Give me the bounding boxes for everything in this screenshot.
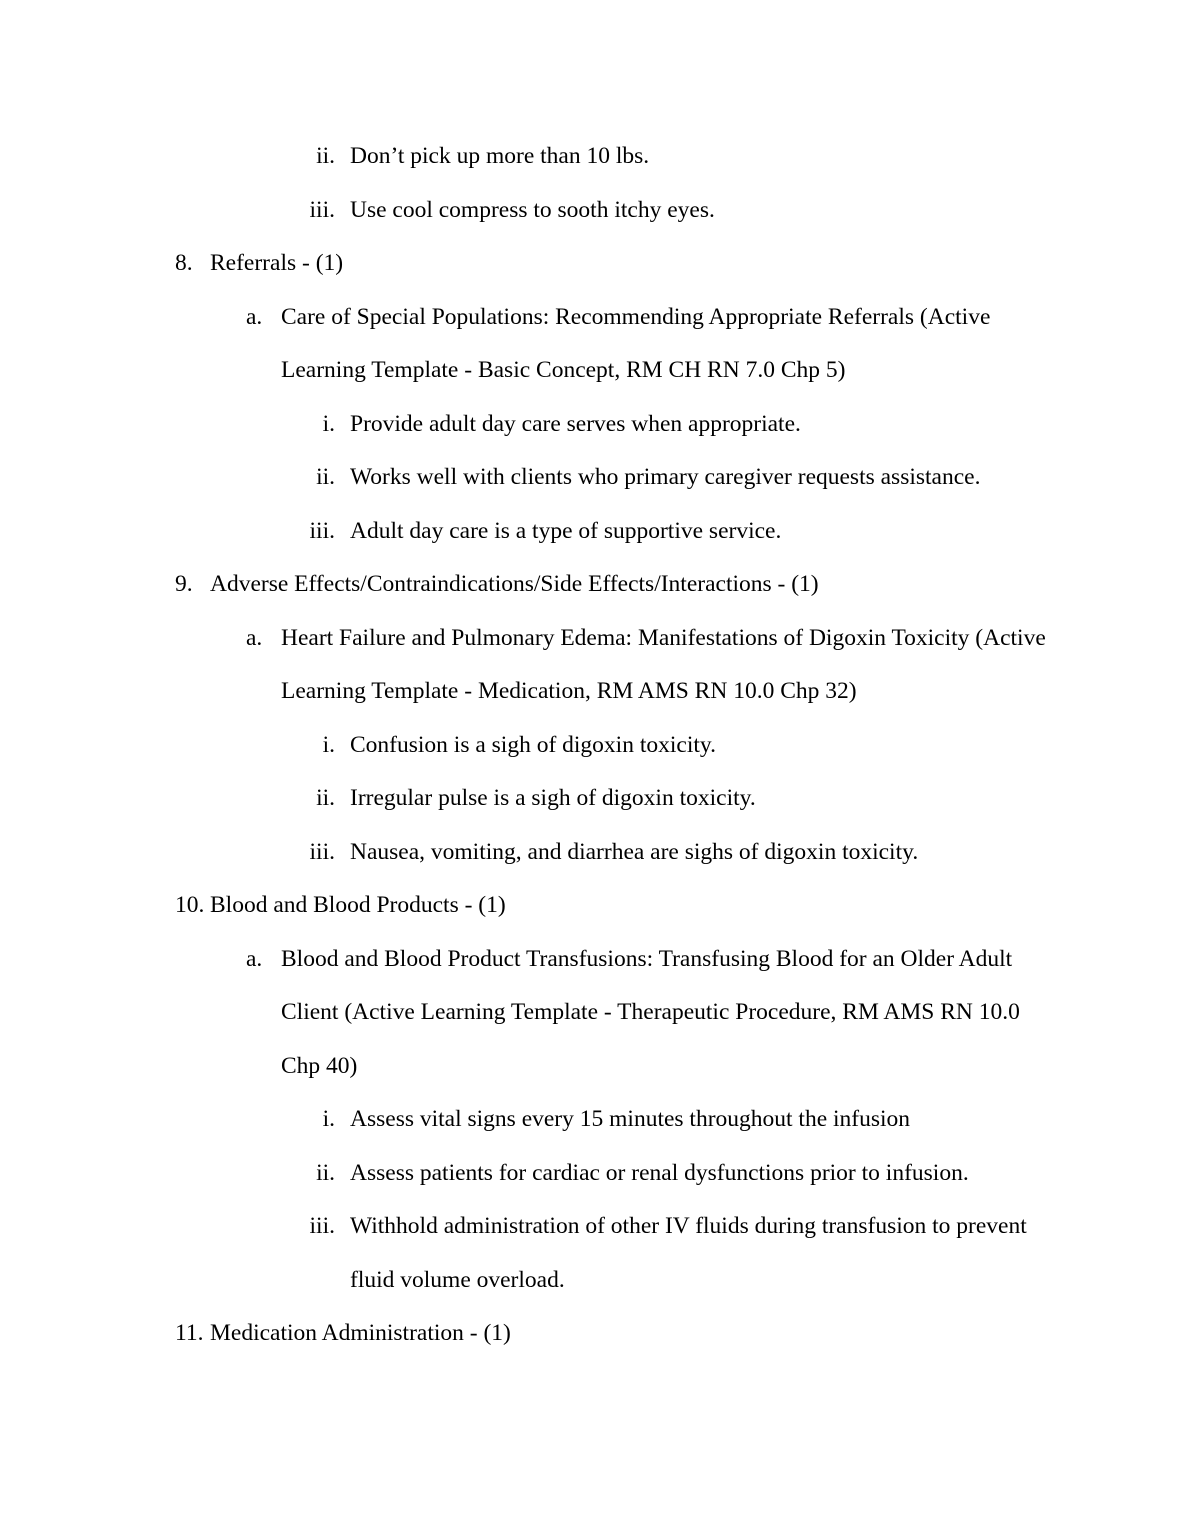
- list-item: [0, 184, 1190, 238]
- list-marker: iii.: [309, 838, 335, 865]
- list-marker: iii.: [309, 517, 335, 544]
- list-marker: i.: [322, 731, 335, 758]
- list-text: Adverse Effects/Contraindications/Side Effects/Interactions - (1): [210, 571, 819, 597]
- list-item-continuation: [0, 1254, 1190, 1308]
- list-item: [0, 505, 1190, 559]
- list-item-continuation: [0, 1040, 1190, 1094]
- list-text: Learning Template - Medication, RM AMS RN 10.0 Chp 32): [281, 678, 857, 704]
- list-text: Blood and Blood Products - (1): [210, 892, 506, 918]
- list-item: [0, 1307, 1190, 1361]
- list-text: Medication Administration - (1): [210, 1320, 511, 1346]
- list-marker: iii.: [309, 1213, 335, 1239]
- list-text: Irregular pulse is a sigh of digoxin toxicity.: [350, 785, 756, 811]
- list-marker: a.: [246, 945, 263, 972]
- list-text: Confusion is a sigh of digoxin toxicity.: [350, 731, 716, 758]
- list-text: Nausea, vomiting, and diarrhea are sighs of digoxin toxicity.: [350, 838, 919, 865]
- list-item: [0, 398, 1190, 452]
- list-text: Blood and Blood Product Transfusions: Transfusing Blood for an Older Adult: [281, 945, 1013, 972]
- list-marker: 8.: [175, 250, 193, 276]
- list-marker: a.: [246, 303, 263, 330]
- list-item: [0, 933, 1190, 987]
- list-text: Works well with clients who primary caregiver requests assistance.: [350, 464, 981, 490]
- list-item: [0, 237, 1190, 291]
- list-text: Provide adult day care serves when appropriate.: [350, 410, 801, 437]
- list-marker: ii.: [316, 785, 335, 811]
- list-text: Withhold administration of other IV fluids during transfusion to prevent: [350, 1213, 1027, 1239]
- list-text: Use cool compress to sooth itchy eyes.: [350, 196, 715, 223]
- list-text: Referrals - (1): [210, 250, 344, 276]
- list-text: Learning Template - Basic Concept, RM CH RN 7.0 Chp 5): [281, 357, 846, 383]
- list-marker: ii.: [316, 1159, 335, 1186]
- list-text: Care of Special Populations: Recommending Appropriate Referrals (Active: [281, 303, 991, 330]
- list-text: Client (Active Learning Template - Therapeutic Procedure, RM AMS RN 10.0: [281, 999, 1020, 1025]
- list-marker: 11.: [175, 1320, 204, 1346]
- list-marker: 10.: [175, 892, 205, 918]
- list-marker: iii.: [309, 196, 335, 223]
- list-item: [0, 558, 1190, 612]
- list-item-continuation: [0, 986, 1190, 1040]
- list-marker: 9.: [175, 571, 193, 597]
- list-item: [0, 1093, 1190, 1147]
- list-marker: a.: [246, 624, 263, 651]
- list-item-continuation: [0, 344, 1190, 398]
- list-item: [0, 719, 1190, 773]
- list-item: [0, 772, 1190, 826]
- outline-list: [0, 130, 1190, 1361]
- list-item: [0, 826, 1190, 880]
- list-text: Assess patients for cardiac or renal dysfunctions prior to infusion.: [350, 1159, 969, 1186]
- list-text: Don’t pick up more than 10 lbs.: [350, 143, 650, 169]
- list-text: Adult day care is a type of supportive service.: [350, 517, 782, 544]
- list-item: [0, 291, 1190, 345]
- list-item: [0, 1200, 1190, 1254]
- list-item: [0, 612, 1190, 666]
- list-item: [0, 1147, 1190, 1201]
- list-item: [0, 879, 1190, 933]
- list-marker: i.: [322, 1106, 335, 1132]
- list-item: [0, 451, 1190, 505]
- list-text: Chp 40): [281, 1052, 358, 1079]
- list-marker: i.: [322, 410, 335, 437]
- list-item: [0, 130, 1190, 184]
- list-text: fluid volume overload.: [350, 1266, 565, 1293]
- list-text: Heart Failure and Pulmonary Edema: Manifestations of Digoxin Toxicity (Active: [281, 624, 1046, 651]
- list-item-continuation: [0, 665, 1190, 719]
- list-marker: ii.: [316, 143, 335, 169]
- list-text: Assess vital signs every 15 minutes throughout the infusion: [350, 1106, 911, 1132]
- list-marker: ii.: [316, 464, 335, 490]
